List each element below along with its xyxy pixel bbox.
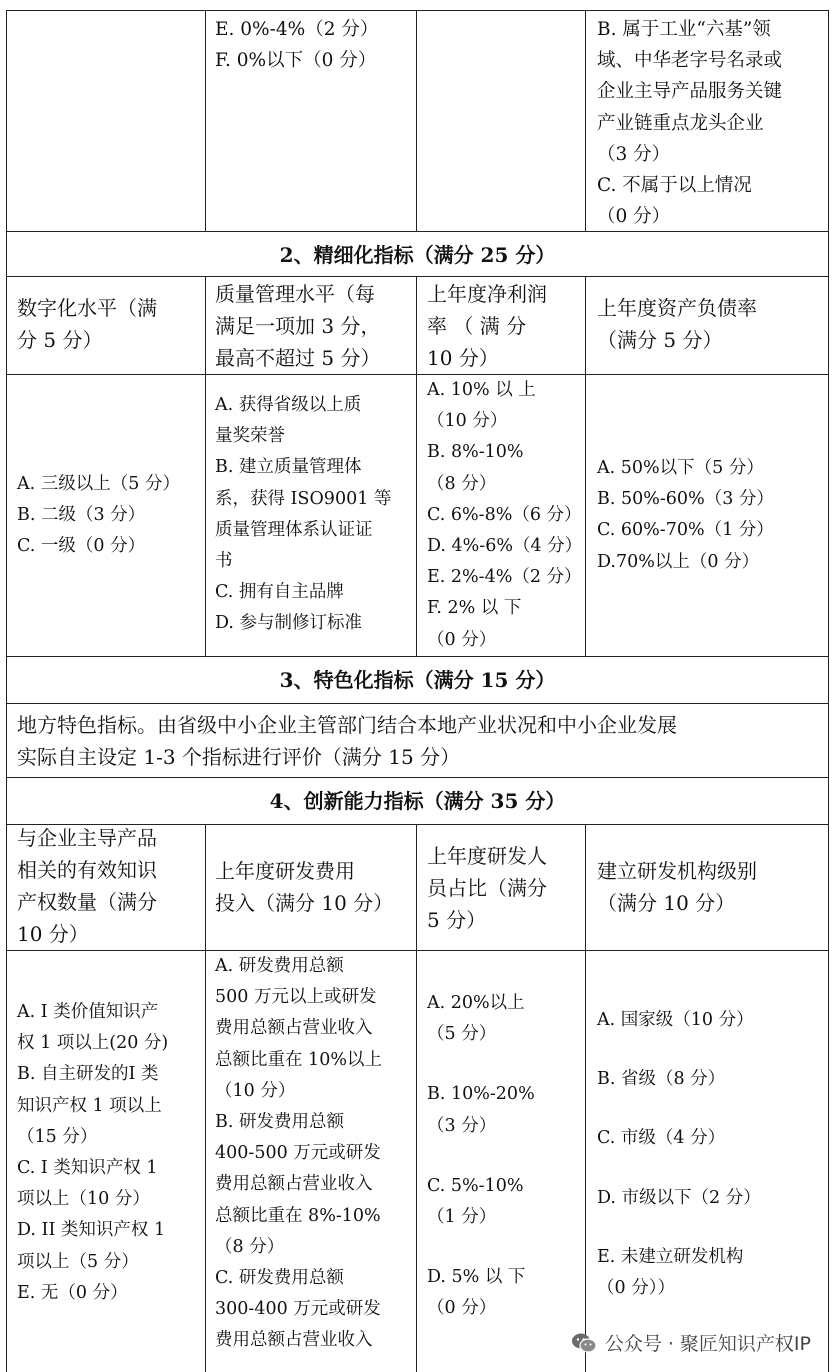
text-line: C. I 类知识产权 1 bbox=[17, 1158, 158, 1179]
text-line: D. 市级以下（2 分） bbox=[597, 1187, 761, 1208]
text-line: 量奖荣誉 bbox=[215, 426, 285, 447]
text-line: 率 （ 满 分 bbox=[427, 314, 527, 338]
text-line: 项以上（10 分） bbox=[17, 1189, 150, 1210]
text-line: B. 研发费用总额 bbox=[215, 1112, 344, 1133]
text-line: 投入（满分 10 分） bbox=[215, 891, 394, 915]
text-line: 上年度资产负债率 bbox=[597, 296, 757, 320]
text-line: 书 bbox=[215, 551, 233, 572]
text-line: （满分 5 分） bbox=[597, 328, 723, 352]
text-line: B. 50%-60%（3 分） bbox=[597, 489, 774, 510]
header-rd-staff-ratio bbox=[427, 840, 547, 936]
text-line: （10 分） bbox=[427, 411, 508, 432]
text-line: 相关的有效知识 bbox=[17, 858, 157, 882]
text-line: （5 分） bbox=[427, 1024, 497, 1045]
row-divider bbox=[7, 374, 828, 375]
text-line: 上年度研发费用 bbox=[215, 859, 355, 883]
row-divider bbox=[7, 950, 828, 951]
header-ip-count bbox=[17, 822, 157, 950]
text-line: 总额比重在 8%-10% bbox=[215, 1205, 381, 1226]
text-line: D.70%以上（0 分） bbox=[597, 551, 760, 572]
text-line: （0 分）） bbox=[597, 1278, 675, 1299]
col-divider bbox=[585, 276, 586, 656]
text-line: 10 分） bbox=[17, 922, 89, 946]
text-line: A. 20%以上 bbox=[427, 993, 525, 1013]
text-line: 域、中华老字号名录或 bbox=[597, 50, 783, 72]
text-line: C. 市级（4 分） bbox=[597, 1128, 726, 1149]
col-divider bbox=[205, 276, 206, 656]
text-line: 实际自主设定 1-3 个指标进行评价（满分 15 分） bbox=[17, 745, 461, 769]
text-line: D. II 类知识产权 1 bbox=[17, 1220, 166, 1241]
text-line: A. 国家级（10 分） bbox=[597, 1010, 754, 1030]
row-divider bbox=[7, 777, 828, 778]
rd-investment-options bbox=[215, 951, 382, 1357]
row-divider bbox=[7, 10, 828, 11]
col-divider bbox=[585, 824, 586, 1372]
text-line: 质量管理水平（每 bbox=[215, 282, 375, 306]
text-line: 费用总额占营业收入 bbox=[215, 1018, 373, 1039]
text-line: 产权数量（满分 bbox=[17, 890, 157, 914]
text-line: 上年度研发人 bbox=[427, 844, 547, 868]
text-line: （15 分） bbox=[17, 1126, 98, 1147]
text-line: （1 分） bbox=[427, 1207, 497, 1228]
digitalization-options bbox=[17, 469, 180, 563]
text-line: C. 一级（0 分） bbox=[17, 536, 146, 557]
text-line: B. 属于工业“六基”领 bbox=[597, 19, 771, 40]
text-line: D. 5% 以 下 bbox=[427, 1267, 526, 1288]
text-line: 项以上（5 分） bbox=[17, 1251, 139, 1272]
col-divider bbox=[416, 10, 417, 231]
text-line: 分 5 分） bbox=[17, 328, 103, 352]
text-line: 费用总额占营业收入 bbox=[215, 1174, 373, 1195]
text-line: C. 研发费用总额 bbox=[215, 1268, 344, 1289]
quality-management-options bbox=[215, 390, 391, 640]
text-line: C. 5%-10% bbox=[427, 1175, 524, 1196]
text-line: （满分 10 分） bbox=[597, 891, 736, 915]
text-line: F. 0%以下（0 分） bbox=[215, 50, 377, 72]
text-line: C. 拥有自主品牌 bbox=[215, 582, 344, 603]
net-profit-options bbox=[427, 375, 582, 656]
top-row-industry-tail bbox=[597, 14, 782, 232]
row-divider bbox=[7, 276, 828, 277]
text-line: 质量管理体系认证证 bbox=[215, 519, 373, 540]
text-line: 企业主导产品服务关键 bbox=[597, 81, 783, 103]
section-4-title: 4、创新能力指标（满分 35 分） bbox=[269, 789, 566, 813]
text-line: A. 10% 以 上 bbox=[427, 380, 536, 400]
text-line: C. 6%-8%（6 分） bbox=[427, 504, 582, 525]
text-line: D. 参与制修订标准 bbox=[215, 613, 363, 634]
text-line: E. 无（0 分） bbox=[17, 1282, 128, 1303]
col-divider bbox=[205, 824, 206, 1372]
text-line: 费用总额占营业收入 bbox=[215, 1330, 373, 1351]
text-line: 满足一项加 3 分， bbox=[215, 314, 381, 338]
text-line: E. 2%-4%（2 分） bbox=[427, 567, 582, 588]
text-line: A. 三级以上（5 分） bbox=[17, 474, 180, 494]
text-line: B. 10%-20% bbox=[427, 1084, 535, 1105]
text-line: A. 研发费用总额 bbox=[215, 956, 344, 976]
top-row-net-profit-tail bbox=[215, 14, 378, 76]
section-3-title: 3、特色化指标（满分 15 分） bbox=[279, 668, 556, 692]
wechat-icon bbox=[571, 1332, 597, 1354]
section-2-title: 2、精细化指标（满分 25 分） bbox=[279, 243, 556, 267]
text-line: （3 分） bbox=[597, 143, 671, 165]
col-divider bbox=[585, 10, 586, 231]
text-line: 总额比重在 10%以上 bbox=[215, 1049, 382, 1070]
rd-staff-options bbox=[427, 988, 535, 1325]
text-line: （0 分） bbox=[597, 206, 671, 228]
text-line: E. 未建立研发机构 bbox=[597, 1246, 744, 1267]
text-line: B. 二级（3 分） bbox=[17, 505, 146, 526]
text-line: 10 分） bbox=[427, 346, 499, 370]
header-rd-investment bbox=[215, 855, 393, 919]
text-line: B. 建立质量管理体 bbox=[215, 457, 362, 478]
text-line: 500 万元以上或研发 bbox=[215, 987, 377, 1008]
watermark-text: 公众号 · 聚匠知识产权IP bbox=[604, 1333, 811, 1355]
asset-liability-options bbox=[597, 453, 774, 578]
text-line: 知识产权 1 项以上 bbox=[17, 1095, 162, 1116]
text-line: 产业链重点龙头企业 bbox=[597, 112, 764, 134]
text-line: A. 获得省级以上质 bbox=[215, 395, 362, 415]
text-line: A. 50%以下（5 分） bbox=[597, 458, 764, 478]
text-line: （10 分） bbox=[215, 1080, 296, 1101]
text-line: C. 不属于以上情况 bbox=[597, 175, 752, 197]
rd-institution-options bbox=[597, 1005, 761, 1304]
text-line: （3 分） bbox=[427, 1115, 497, 1136]
text-line: 系，获得 ISO9001 等 bbox=[215, 488, 392, 509]
section-3-body bbox=[17, 709, 677, 773]
text-line: B. 8%-10% bbox=[427, 442, 524, 463]
text-line: （8 分） bbox=[427, 473, 497, 494]
text-line: 与企业主导产品 bbox=[17, 826, 157, 850]
text-line: F. 2% 以 下 bbox=[427, 598, 522, 619]
text-line: B. 省级（8 分） bbox=[597, 1069, 726, 1090]
col-divider bbox=[416, 276, 417, 656]
header-rd-institution-level bbox=[597, 855, 757, 919]
text-line: D. 4%-6%（4 分） bbox=[427, 536, 583, 557]
text-line: 300-400 万元或研发 bbox=[215, 1299, 381, 1320]
evaluation-table bbox=[6, 10, 829, 1372]
text-line: B. 自主研发的I 类 bbox=[17, 1064, 159, 1085]
wechat-watermark bbox=[571, 1329, 811, 1356]
text-line: E. 0%-4%（2 分） bbox=[215, 19, 379, 40]
ip-count-options bbox=[17, 997, 168, 1309]
col-divider bbox=[205, 10, 206, 231]
col-divider bbox=[416, 824, 417, 1372]
text-line: 数字化水平（满 bbox=[17, 296, 157, 320]
text-line: 建立研发机构级别 bbox=[597, 859, 757, 883]
text-line: （0 分） bbox=[427, 629, 497, 650]
text-line: 权 1 项以上(20 分) bbox=[17, 1033, 169, 1054]
text-line: 地方特色指标。由省级中小企业主管部门结合本地产业状况和中小企业发展 bbox=[17, 713, 677, 737]
text-line: C. 60%-70%（1 分） bbox=[597, 520, 774, 541]
text-line: （0 分） bbox=[427, 1298, 497, 1319]
header-digitalization bbox=[17, 292, 203, 356]
text-line: A. I 类价值知识产 bbox=[17, 1002, 159, 1022]
text-line: 400-500 万元或研发 bbox=[215, 1143, 381, 1164]
header-net-profit-rate bbox=[427, 278, 547, 374]
header-quality-management bbox=[215, 278, 380, 374]
text-line: 员占比（满分 bbox=[427, 876, 547, 900]
text-line: 5 分） bbox=[427, 908, 487, 932]
text-line: （8 分） bbox=[215, 1236, 285, 1257]
header-asset-liability-ratio bbox=[597, 292, 757, 356]
text-line: 最高不超过 5 分） bbox=[215, 346, 381, 370]
row-divider bbox=[7, 703, 828, 704]
text-line: 上年度净利润 bbox=[427, 282, 547, 306]
row-divider bbox=[7, 656, 828, 657]
